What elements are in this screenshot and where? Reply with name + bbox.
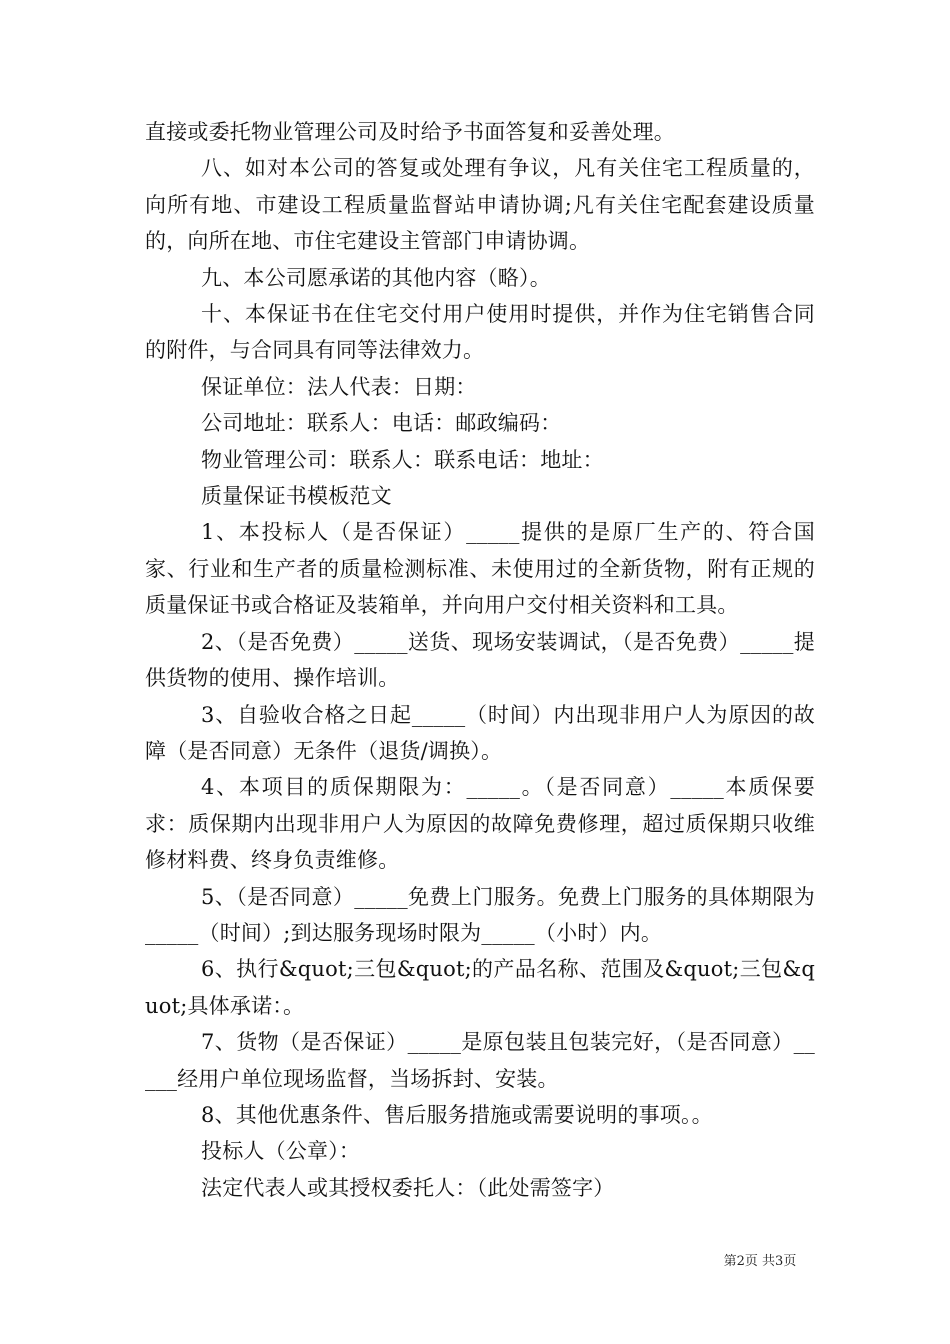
legal-representative-line: 法定代表人或其授权委托人：（此处需签字） [201, 1175, 615, 1200]
clause-5: 5、（是否同意）_____免费上门服务。免费上门服务的具体期限为_____（时间）;到达服务现场时限为_____（小时）内。 [145, 884, 815, 945]
signature-line-property: 物业管理公司：联系人：联系电话：地址： [201, 447, 604, 472]
clause-4: 4、本项目的质保期限为：_____。（是否同意）_____本质保要求：质保期内出现非用户人为原因的故障免费修理，超过质保期只收维修材料费、终身负责维修。 [145, 775, 815, 873]
clause-1: 1、本投标人（是否保证）_____提供的是原厂生产的、符合国家、行业和生产者的质量检测标准、未使用过的全新货物，附有正规的质量保证书或合格证及装箱单，并向用户交付相关资料和工具。 [145, 520, 815, 618]
clause-6: 6、执行&quot;三包&quot;的产品名称、范围及&quot;三包&quot;具体承诺：。 [145, 957, 815, 1018]
page-number: 第2页 共3页 [723, 1254, 797, 1269]
signature-line-address: 公司地址：联系人：电话：邮政编码： [201, 411, 562, 436]
clause-2: 2、（是否免费）_____送货、现场安装调试，（是否免费）_____提供货物的使用、操作培训。 [145, 629, 815, 691]
clause-7: 7、货物（是否保证）_____是原包装且包装完好，（是否同意）_____经用户单位现场监督，当场拆封、安装。 [145, 1030, 815, 1091]
clause-8: 8、其他优惠条件、售后服务措施或需要说明的事项。。 [201, 1102, 713, 1127]
document-body [145, 114, 815, 1206]
paragraph-item-8: 八、如对本公司的答复或处理有争议，凡有关住宅工程质量的，向所有地、市建设工程质量监督站申请协调;凡有关住宅配套建设质量的，向所在地、市住宅建设主管部门申请协调。 [145, 156, 815, 254]
bidder-seal-line: 投标人（公章）： [201, 1139, 361, 1164]
paragraph-continuation: 直接或委托物业管理公司及时给予书面答复和妥善处理。 [145, 120, 675, 144]
paragraph-item-9: 九、本公司愿承诺的其他内容（略）。 [201, 265, 551, 290]
section-title: 质量保证书模板范文 [201, 484, 392, 509]
clause-3: 3、自验收合格之日起_____（时间）内出现非用户人为原因的故障（是否同意）无条件（退货/调换）。 [145, 702, 815, 763]
signature-line-guarantor: 保证单位：法人代表：日期： [201, 374, 477, 399]
paragraph-item-10: 十、本保证书在住宅交付用户使用时提供，并作为住宅销售合同的附件，与合同具有同等法律效力。 [145, 302, 815, 363]
